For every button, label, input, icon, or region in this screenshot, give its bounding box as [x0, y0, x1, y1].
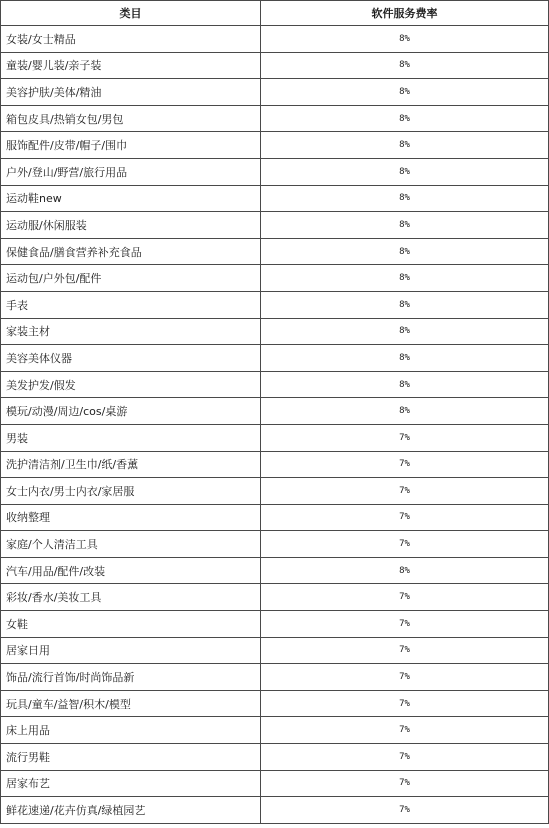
rate-cell: 8% [261, 105, 549, 132]
category-cell: 运动服/休闲服装 [1, 212, 261, 239]
category-cell: 模玩/动漫/周边/cos/桌游 [1, 398, 261, 425]
rate-cell: 8% [261, 132, 549, 159]
table-row [1, 584, 549, 611]
category-cell: 收纳整理 [1, 504, 261, 531]
table-row [1, 79, 549, 106]
category-cell: 床上用品 [1, 717, 261, 744]
category-cell: 女鞋 [1, 611, 261, 638]
rate-cell: 8% [261, 345, 549, 372]
category-cell: 女士内衣/男士内衣/家居服 [1, 478, 261, 505]
category-cell: 家装主材 [1, 318, 261, 345]
rate-cell: 7% [261, 424, 549, 451]
rate-cell: 8% [261, 185, 549, 212]
category-cell: 美容护肤/美体/精油 [1, 79, 261, 106]
rate-cell: 7% [261, 504, 549, 531]
table-row [1, 158, 549, 185]
table-row [1, 637, 549, 664]
category-cell: 运动鞋new [1, 185, 261, 212]
category-cell: 美容美体仪器 [1, 345, 261, 372]
table-row [1, 504, 549, 531]
rate-cell: 7% [261, 451, 549, 478]
rate-cell: 7% [261, 637, 549, 664]
category-cell: 居家日用 [1, 637, 261, 664]
rate-cell: 7% [261, 664, 549, 691]
rate-cell: 8% [261, 26, 549, 53]
category-cell: 美发护发/假发 [1, 371, 261, 398]
table-row [1, 371, 549, 398]
header-category: 类目 [1, 1, 261, 26]
table-row [1, 132, 549, 159]
table-row [1, 26, 549, 53]
table-row [1, 265, 549, 292]
category-cell: 汽车/用品/配件/改装 [1, 557, 261, 584]
table-row [1, 185, 549, 212]
rate-cell: 8% [261, 79, 549, 106]
category-cell: 男装 [1, 424, 261, 451]
category-cell: 手表 [1, 291, 261, 318]
table-row [1, 744, 549, 771]
rate-cell: 7% [261, 478, 549, 505]
rate-cell: 8% [261, 398, 549, 425]
rate-cell: 8% [261, 52, 549, 79]
table-row [1, 770, 549, 797]
category-cell: 童装/婴儿装/亲子装 [1, 52, 261, 79]
category-cell: 居家布艺 [1, 770, 261, 797]
table-row [1, 424, 549, 451]
table-row [1, 531, 549, 558]
rate-cell: 7% [261, 770, 549, 797]
category-cell: 保健食品/膳食营养补充食品 [1, 238, 261, 265]
category-cell: 饰品/流行首饰/时尚饰品新 [1, 664, 261, 691]
table-row [1, 105, 549, 132]
table-row [1, 212, 549, 239]
table-row [1, 52, 549, 79]
table-row [1, 478, 549, 505]
table-row [1, 238, 549, 265]
table-row [1, 291, 549, 318]
rate-cell: 7% [261, 744, 549, 771]
table-row [1, 690, 549, 717]
table-row [1, 797, 549, 824]
rate-cell: 7% [261, 531, 549, 558]
category-cell: 流行男鞋 [1, 744, 261, 771]
category-cell: 服饰配件/皮带/帽子/围巾 [1, 132, 261, 159]
header-rate: 软件服务费率 [261, 1, 549, 26]
category-cell: 运动包/户外包/配件 [1, 265, 261, 292]
category-cell: 洗护清洁剂/卫生巾/纸/香薰 [1, 451, 261, 478]
category-cell: 玩具/童车/益智/积木/模型 [1, 690, 261, 717]
rate-cell: 7% [261, 717, 549, 744]
rate-cell: 8% [261, 265, 549, 292]
rate-cell: 8% [261, 371, 549, 398]
table-row [1, 557, 549, 584]
category-cell: 彩妆/香水/美妆工具 [1, 584, 261, 611]
table-row [1, 398, 549, 425]
table-row [1, 664, 549, 691]
table-body [1, 26, 549, 824]
category-cell: 箱包皮具/热销女包/男包 [1, 105, 261, 132]
rate-cell: 7% [261, 690, 549, 717]
rate-cell: 8% [261, 557, 549, 584]
table-row [1, 451, 549, 478]
category-cell: 女装/女士精品 [1, 26, 261, 53]
rate-cell: 8% [261, 291, 549, 318]
table-row [1, 318, 549, 345]
category-cell: 鲜花速递/花卉仿真/绿植园艺 [1, 797, 261, 824]
table-row [1, 717, 549, 744]
rate-cell: 7% [261, 584, 549, 611]
table-header-row [1, 1, 549, 26]
category-cell: 户外/登山/野营/旅行用品 [1, 158, 261, 185]
rate-cell: 8% [261, 318, 549, 345]
rate-cell: 8% [261, 158, 549, 185]
rate-cell: 8% [261, 238, 549, 265]
table-row [1, 611, 549, 638]
rate-cell: 7% [261, 611, 549, 638]
table-row [1, 345, 549, 372]
rate-cell: 7% [261, 797, 549, 824]
rate-cell: 8% [261, 212, 549, 239]
category-cell: 家庭/个人清洁工具 [1, 531, 261, 558]
